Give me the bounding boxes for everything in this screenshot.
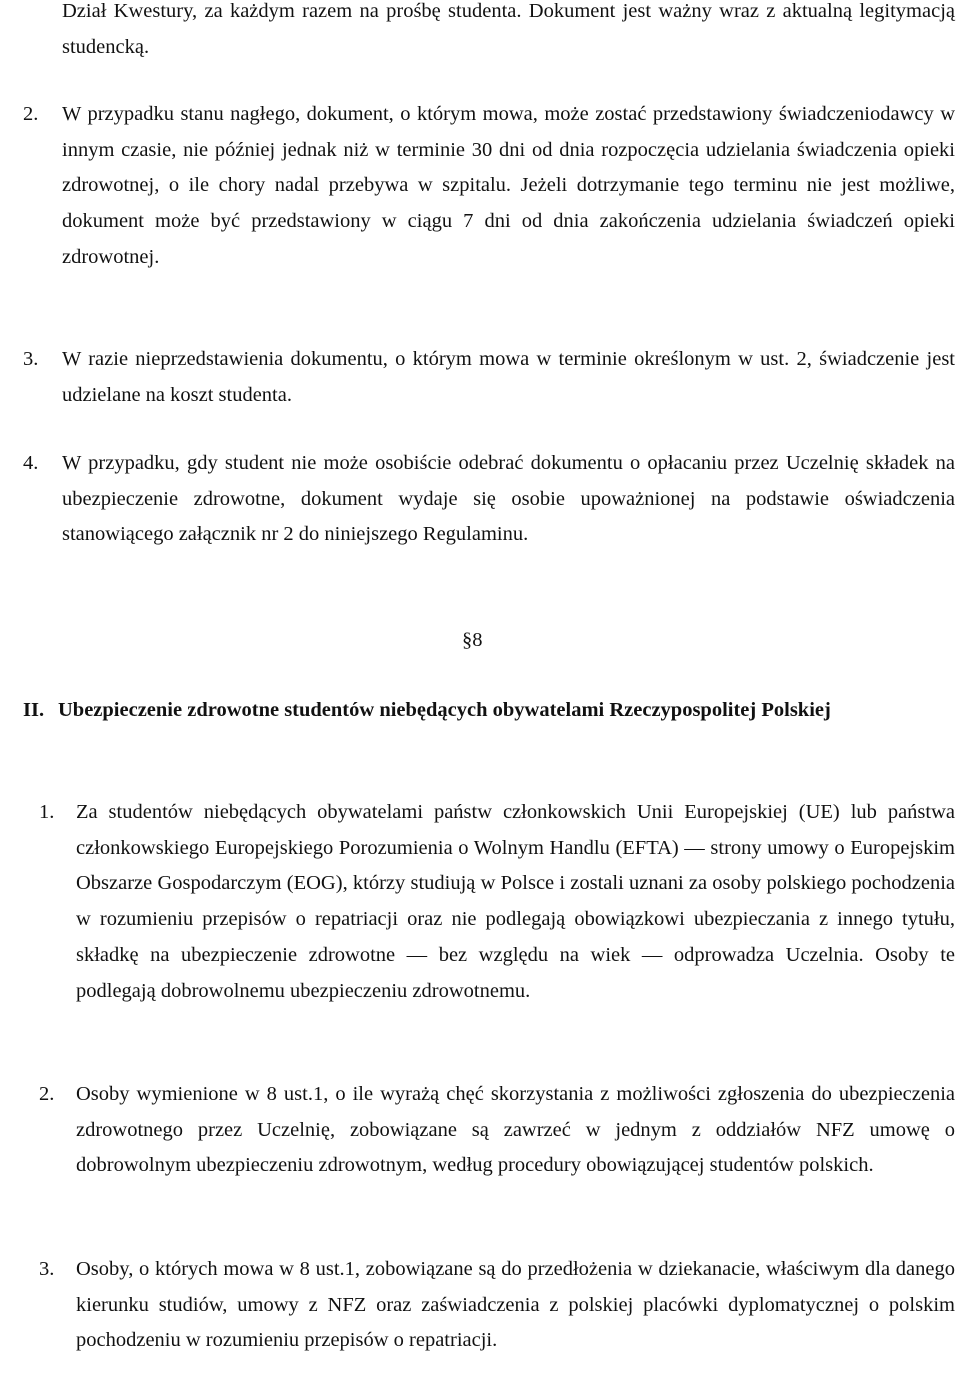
section-number: 8 — [472, 629, 483, 651]
list-item — [62, 342, 955, 413]
list-item — [76, 795, 955, 1009]
list-item — [62, 446, 955, 553]
section-mark — [462, 622, 483, 658]
item-text: Za studentów niebędących obywatelami państw członkowskich Unii Europejskiej (UE) lub państwa członkowskiego Europejskiego Porozumienia o Wolnym Handlu (EFTA) — strony umowy o Europejskim Obszarze Gospodarczym (EOG), którzy studiują w Polsce i zostali uznani za osoby polskiego pochodzenia w rozumieniu przepisów o repatriacji oraz nie podlegają obowiązkowi ubezpieczania z innego tytułu, składkę na ubezpieczenie zdrowotne — bez względu na wiek — odprowadza Uczelnia. Osoby te podlegają dobrowolnemu ubezpieczeniu zdrowotnemu. — [76, 801, 955, 1002]
item-text: W przypadku, gdy student nie może osobiście odebrać dokumentu o opłacaniu przez Uczelnię składek na ubezpieczenie zdrowotne, dokument wydaje się osobie upoważnionej na podstawie oświadczenia stanowiącego załącznik nr 2 do niniejszego Regulaminu. — [62, 452, 955, 546]
item-number: 3. — [39, 1258, 55, 1280]
continuation-paragraph — [62, 0, 955, 65]
item-number: 2. — [39, 1083, 55, 1105]
section-heading-text: Ubezpieczenie zdrowotne studentów niebędących obywatelami Rzeczypospolitej Polskiej — [58, 699, 831, 721]
continuation-text: Dział Kwestury, za każdym razem na prośbę studenta. Dokument jest ważny wraz z aktualną legitymacją studencką. — [62, 0, 955, 58]
section-heading — [58, 692, 955, 728]
list-item — [76, 1252, 955, 1359]
item-number: 2. — [23, 103, 39, 125]
item-text: W razie nieprzedstawienia dokumentu, o którym mowa w terminie określonym w ust. 2, świadczenie jest udzielane na koszt studenta. — [62, 348, 955, 406]
list-item — [62, 97, 955, 276]
item-text: Osoby, o których mowa w 8 ust.1, zobowiązane są do przedłożenia w dziekanacie, właściwym dla danego kierunku studiów, umowy z NFZ oraz zaświadczenia z polskiej placówki dyplomatycznej o polskim pochodzeniu w rozumieniu przepisów o repatriacji. — [76, 1258, 955, 1352]
section-symbol: § — [462, 629, 473, 651]
item-number: 1. — [39, 801, 55, 823]
item-number: 4. — [23, 452, 39, 474]
item-text: Osoby wymienione w 8 ust.1, o ile wyrażą chęć skorzystania z możliwości zgłoszenia do ubezpieczenia zdrowotnego przez Uczelnię, zobowiązane są zawrzeć w jednym z oddziałów NFZ umowę o dobrowolnym ubezpieczeniu zdrowotnym, według procedury obowiązującej studentów polskich. — [76, 1083, 955, 1177]
section-heading-number: II. — [23, 699, 45, 721]
list-item — [76, 1077, 955, 1184]
item-number: 3. — [23, 348, 39, 370]
item-text: W przypadku stanu nagłego, dokument, o którym mowa, może zostać przedstawiony świadczeniodawcy w innym czasie, nie później jednak niż w terminie 30 dni od dnia rozpoczęcia udzielania świadczenia opieki zdrowotnej, o ile chory nadal przebywa w szpitalu. Jeżeli dotrzymanie tego terminu nie jest możliwe, dokument może być przedstawiony w ciągu 7 dni od dnia zakończenia udzielania świadczeń opieki zdrowotnej. — [62, 103, 955, 268]
